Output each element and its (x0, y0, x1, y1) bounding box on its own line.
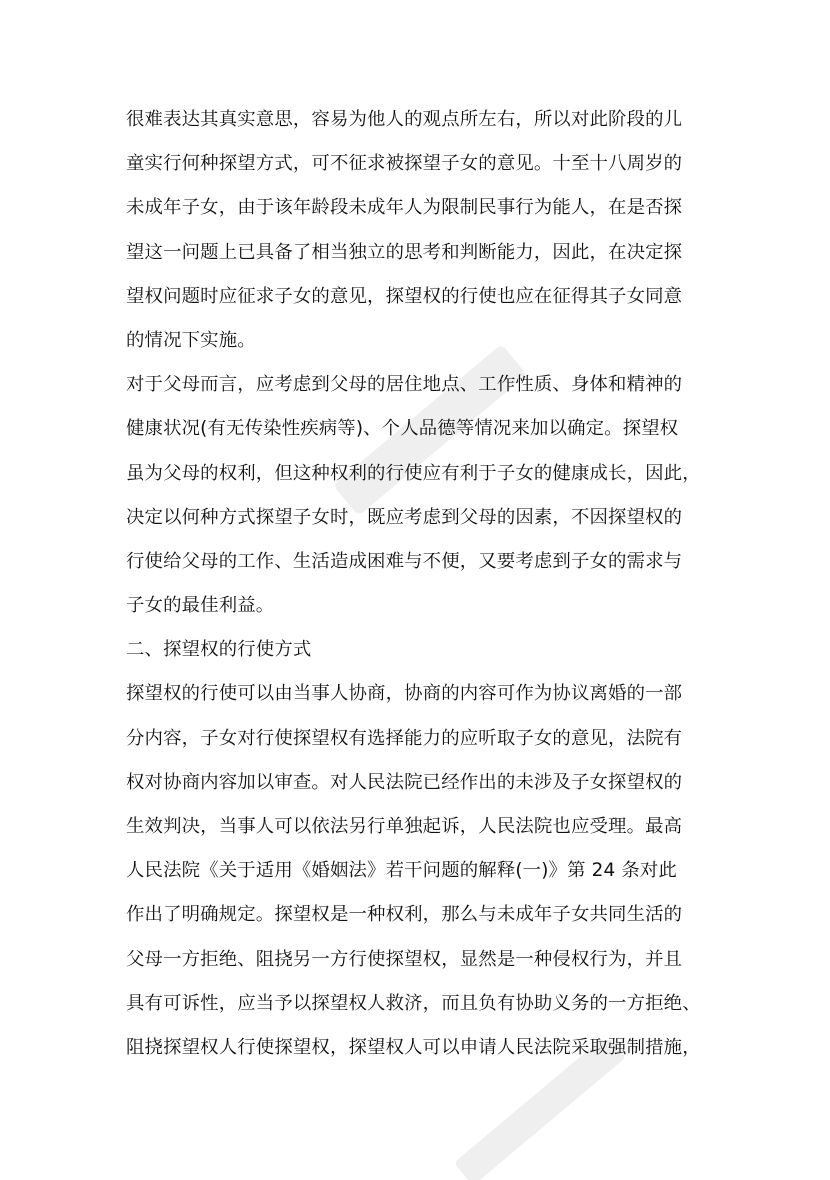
text-line: 生效判决，当事人可以依法另行单独起诉，人民法院也应受理。最高 (126, 816, 683, 837)
text-line: 父母一方拒绝、阻挠另一方行使探望权，显然是一种侵权行为，并且 (126, 948, 683, 970)
text-line: 虽为父母的权利，但这种权利的行使应有利于子女的健康成长，因此， (126, 462, 701, 484)
text-line: 未成年子女，由于该年龄段未成年人为限制民事行为能人，在是否探 (126, 197, 683, 219)
text-line: 对于父母而言，应考虑到父母的居住地点、工作性质、身体和精神的 (126, 374, 683, 396)
text-line: 作出了明确规定。探望权是一种权利，那么与未成年子女共同生活的 (126, 904, 683, 926)
document-body (126, 98, 716, 1070)
text-line: 决定以何种方式探望子女时，既应考虑到父母的因素，不因探望权的 (126, 506, 683, 528)
text-line: 具有可诉性，应当予以探望权人救济，而且负有协助义务的一方拒绝、 (126, 992, 701, 1014)
text-line: 健康状况(有无传染性疾病等)、个人品德等情况来加以确定。探望权 (126, 418, 679, 440)
section-heading: 二、探望权的行使方式 (126, 639, 312, 661)
text-line: 童实行何种探望方式，可不征求被探望子女的意见。十至十八周岁的 (126, 153, 683, 175)
text-line: 行使给父母的工作、生活造成困难与不便，又要考虑到子女的需求与 (126, 550, 683, 572)
text-line: 望权问题时应征求子女的意见，探望权的行使也应在征得其子女同意 (126, 285, 683, 307)
text-line: 望这一问题上已具备了相当独立的思考和判断能力，因此，在决定探 (126, 241, 683, 263)
text-line: 子女的最佳利益。 (126, 595, 275, 617)
text-line: 很难表达其真实意思，容易为他人的观点所左右，所以对此阶段的儿 (126, 109, 683, 130)
text-line: 阻挠探望权人行使探望权，探望权人可以申请人民法院采取强制措施， (126, 1036, 701, 1058)
text-line: 的情况下实施。 (126, 329, 256, 351)
text-line: 人民法院《关于适用《婚姻法》若干问题的解释(一)》第 24 条对此 (126, 860, 677, 882)
text-line: 权对协商内容加以审查。对人民法院已经作出的未涉及子女探望权的 (126, 771, 683, 793)
text-line: 分内容，子女对行使探望权有选择能力的应听取子女的意见，法院有 (126, 727, 683, 749)
text-line: 探望权的行使可以由当事人协商，协商的内容可作为协议离婚的一部 (126, 683, 683, 705)
